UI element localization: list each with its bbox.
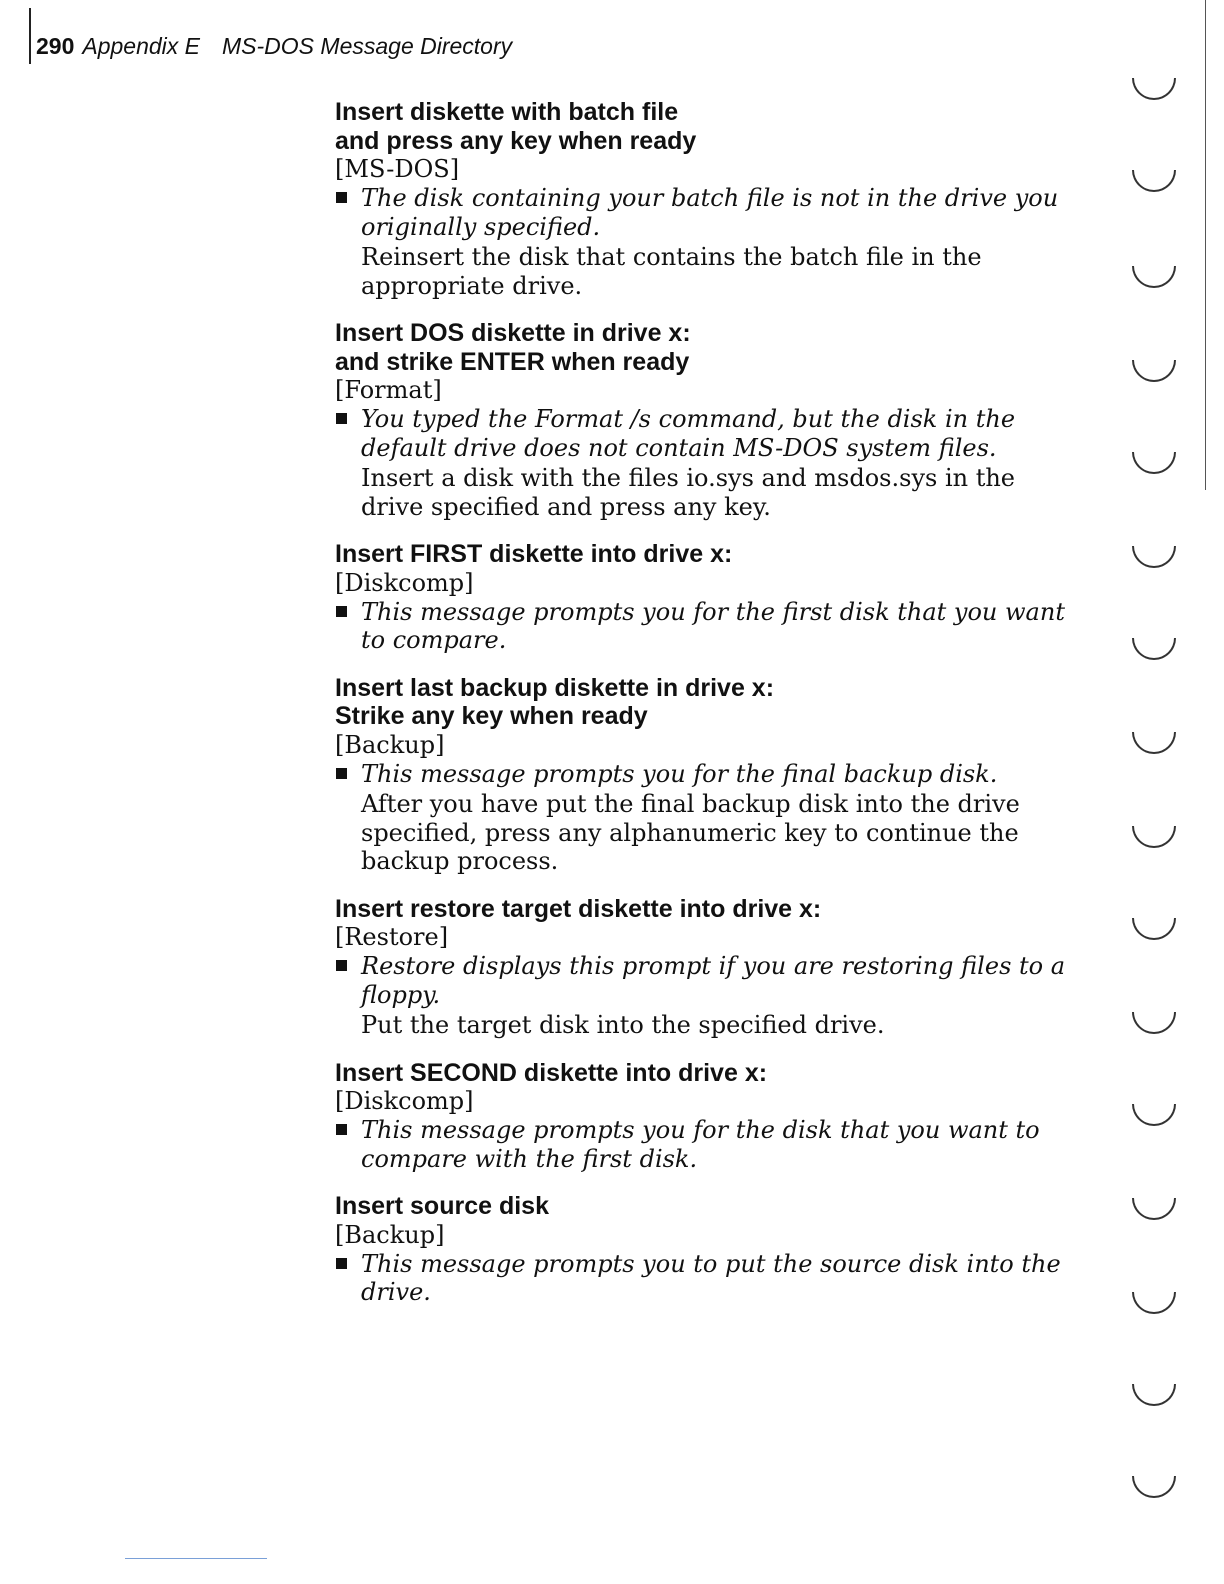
explanation: This message prompts you for the disk that you want to compare with the first disk. bbox=[361, 1116, 1040, 1173]
command-tag: [MS-DOS] bbox=[335, 155, 460, 183]
page-number: 290 bbox=[36, 33, 75, 59]
message-entry bbox=[335, 895, 1080, 1040]
message-entry bbox=[335, 674, 1080, 876]
explanation-item bbox=[335, 952, 1080, 1040]
explanation-item bbox=[335, 184, 1080, 300]
message-text: Insert last backup diskette in drive x: Strike any key when ready bbox=[335, 673, 775, 730]
chapter-title: MS-DOS Message Directory bbox=[222, 33, 513, 59]
message-entry bbox=[335, 1059, 1080, 1174]
command-tag: [Backup] bbox=[335, 730, 445, 759]
explanation-item bbox=[335, 598, 1080, 655]
binder-hole-icon bbox=[1132, 170, 1176, 192]
bullet-icon bbox=[336, 1258, 347, 1269]
message-entry bbox=[335, 98, 1080, 300]
binder-holes bbox=[1112, 60, 1202, 1510]
explanation: This message prompts you for the first disk that you want to compare. bbox=[361, 597, 1065, 654]
section-label: Appendix E bbox=[82, 33, 201, 59]
running-header bbox=[36, 33, 512, 60]
action: Reinsert the disk that contains the batch file in the appropriate drive. bbox=[361, 243, 982, 300]
action: Insert a disk with the files io.sys and msdos.sys in the drive specified and press any key. bbox=[361, 464, 1016, 521]
message-text: Insert DOS diskette in drive x: and strike ENTER when ready bbox=[335, 319, 691, 376]
binder-hole-icon bbox=[1132, 360, 1176, 382]
binder-hole-icon bbox=[1132, 1476, 1176, 1498]
binder-hole-icon bbox=[1132, 546, 1176, 568]
explanation: You typed the Format /s command, but the disk in the default drive does not contain MS-DOS system files. bbox=[361, 405, 1016, 462]
binder-hole-icon bbox=[1132, 1104, 1176, 1126]
message-entry bbox=[335, 319, 1080, 521]
message-text: Insert diskette with batch file and press any key when ready bbox=[335, 98, 697, 155]
message-entry bbox=[335, 540, 1080, 655]
command-tag: [Diskcomp] bbox=[335, 568, 474, 597]
binder-hole-icon bbox=[1132, 266, 1176, 288]
binder-hole-icon bbox=[1132, 732, 1176, 754]
bullet-icon bbox=[336, 768, 347, 779]
explanation: Restore displays this prompt if you are restoring files to a floppy. bbox=[361, 952, 1066, 1009]
message-text: Insert restore target diskette into drive x: bbox=[335, 894, 822, 923]
binder-hole-icon bbox=[1132, 638, 1176, 660]
explanation: This message prompts you for the final backup disk. bbox=[361, 759, 998, 788]
explanation-item bbox=[335, 760, 1080, 876]
explanation-item bbox=[335, 1116, 1080, 1173]
command-tag: [Format] bbox=[335, 376, 442, 404]
binder-hole-icon bbox=[1132, 1384, 1176, 1406]
header-rule bbox=[29, 8, 31, 64]
bullet-icon bbox=[336, 413, 347, 424]
message-text: Insert SECOND diskette into drive x: bbox=[335, 1058, 768, 1087]
message-text: Insert source disk bbox=[335, 1192, 549, 1220]
explanation: This message prompts you to put the source disk into the drive. bbox=[361, 1249, 1061, 1306]
message-entry bbox=[335, 1192, 1080, 1307]
command-tag: [Backup] bbox=[335, 1220, 445, 1249]
command-tag: [Diskcomp] bbox=[335, 1087, 474, 1115]
explanation: The disk containing your batch file is not in the drive you originally specified. bbox=[361, 184, 1059, 241]
binder-hole-icon bbox=[1132, 1198, 1176, 1220]
footer-rule bbox=[125, 1558, 267, 1559]
binder-hole-icon bbox=[1132, 78, 1176, 100]
action: After you have put the final backup disk into the drive specified, press any alphanumeric key to continue the backup process. bbox=[361, 790, 1020, 875]
bullet-icon bbox=[336, 192, 347, 203]
action: Put the target disk into the specified drive. bbox=[361, 1011, 885, 1039]
command-tag: [Restore] bbox=[335, 923, 449, 951]
bullet-icon bbox=[336, 960, 347, 971]
binder-hole-icon bbox=[1132, 452, 1176, 474]
message-directory bbox=[335, 98, 1080, 1326]
bullet-icon bbox=[336, 1124, 347, 1135]
binder-hole-icon bbox=[1132, 1292, 1176, 1314]
bullet-icon bbox=[336, 606, 347, 617]
binder-hole-icon bbox=[1132, 826, 1176, 848]
binder-hole-icon bbox=[1132, 1012, 1176, 1034]
explanation-item bbox=[335, 405, 1080, 521]
page-edge-line bbox=[1205, 0, 1206, 490]
explanation-item bbox=[335, 1250, 1080, 1307]
binder-hole-icon bbox=[1132, 918, 1176, 940]
message-text: Insert FIRST diskette into drive x: bbox=[335, 540, 733, 568]
